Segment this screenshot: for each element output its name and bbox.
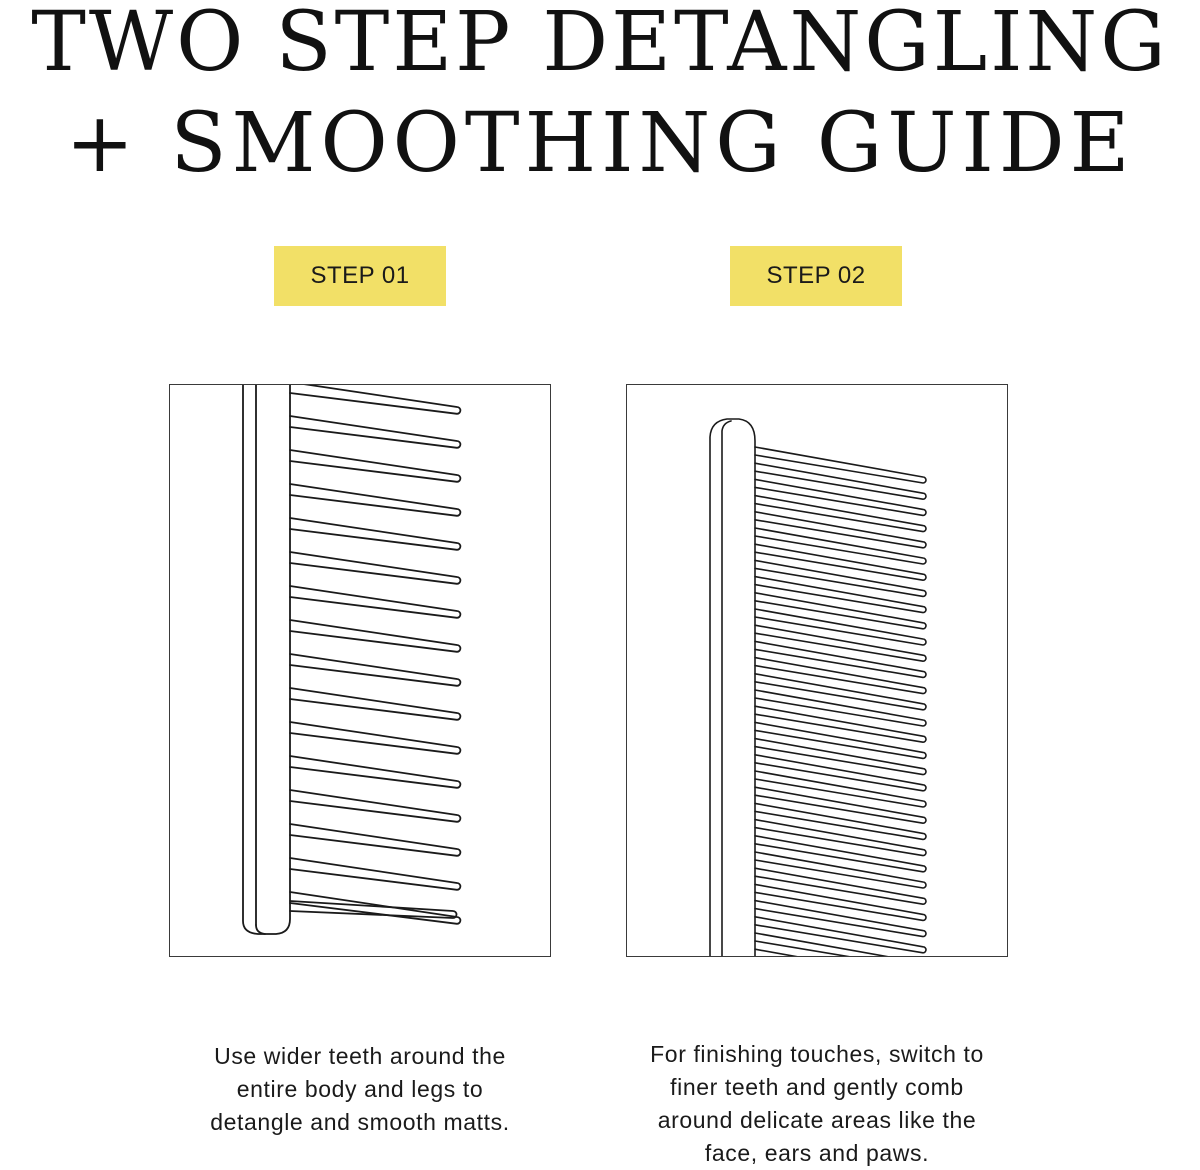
caption-line: For finishing touches, switch to — [650, 1041, 984, 1067]
comb-tooth — [290, 688, 460, 720]
comb-tooth — [290, 385, 460, 414]
comb-spine — [243, 385, 290, 934]
step-01-badge — [274, 246, 446, 306]
comb-body — [243, 385, 460, 934]
comb-tooth — [290, 790, 460, 822]
step-02-label: STEP 02 — [766, 262, 866, 289]
comb-spine-inner — [722, 421, 731, 957]
caption-line: finer teeth and gently comb — [670, 1074, 964, 1100]
comb-spine-inner-curve — [256, 925, 265, 934]
step-01-illustration-panel — [169, 384, 551, 957]
wide-tooth-comb-icon — [170, 385, 551, 957]
comb-tooth — [290, 586, 460, 618]
comb-tooth — [290, 654, 460, 686]
caption-line: Use wider teeth around the — [214, 1043, 506, 1069]
comb-tooth — [290, 722, 460, 754]
step-01-label: STEP 01 — [310, 262, 410, 289]
page-title-line-1: TWO STEP DETANGLING — [31, 0, 1169, 90]
comb-tooth — [290, 620, 460, 652]
step-02-caption — [617, 1038, 1017, 1170]
caption-line: face, ears and paws. — [704, 1140, 930, 1166]
caption-line: detangle and smooth matts. — [210, 1109, 510, 1135]
comb-tooth — [290, 518, 460, 550]
step-01-caption — [160, 1040, 560, 1139]
comb-body — [710, 419, 926, 957]
page-title-line-2: + SMOOTHING GUIDE — [65, 96, 1135, 191]
fine-tooth-comb-icon — [627, 385, 1008, 957]
caption-line: around delicate areas like the — [657, 1107, 977, 1133]
comb-tooth — [290, 484, 460, 516]
comb-tooth — [290, 416, 460, 448]
step-02-badge — [730, 246, 902, 306]
comb-tooth — [290, 552, 460, 584]
comb-tooth — [290, 824, 460, 856]
comb-tooth — [290, 892, 460, 924]
caption-line: entire body and legs to — [236, 1076, 484, 1102]
comb-tooth — [755, 447, 926, 483]
comb-tooth — [290, 858, 460, 890]
comb-spine — [710, 419, 755, 957]
comb-tooth — [290, 450, 460, 482]
step-02-illustration-panel — [626, 384, 1008, 957]
comb-tooth — [290, 901, 457, 918]
comb-tooth — [290, 756, 460, 788]
